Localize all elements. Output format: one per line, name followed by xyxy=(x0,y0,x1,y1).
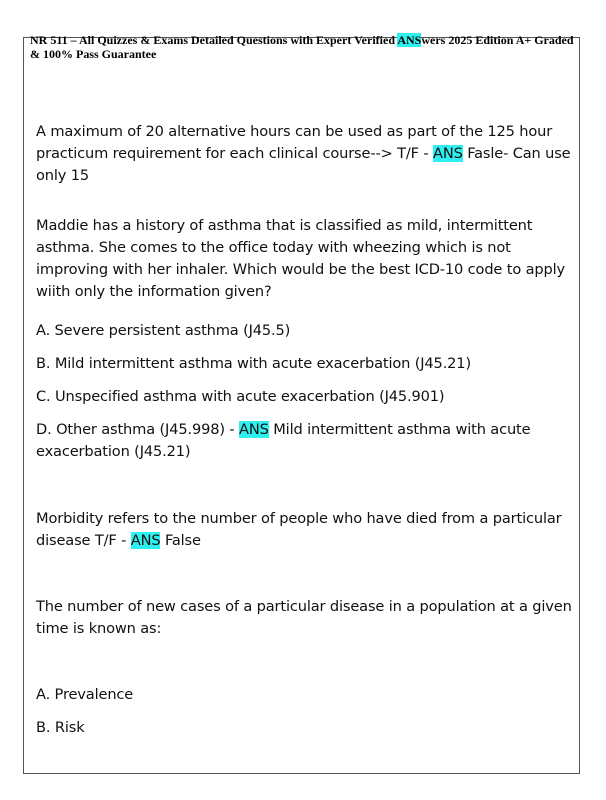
question-2-option-b: B. Mild intermittent asthma with acute exacerbation (J45.21) xyxy=(36,355,471,372)
question-2 xyxy=(36,215,576,303)
question-2-text: Maddie has a history of asthma that is classified as mild, intermittent asthma. She comes to the office today with wheezing which is not improving with her inhaler. Which would be the best ICD-10 code to apply wiith only the information given? xyxy=(36,217,566,300)
document-header xyxy=(30,33,580,61)
question-1 xyxy=(36,121,576,187)
header-highlight: ANS xyxy=(397,33,422,47)
question-3-answer: False xyxy=(160,532,201,549)
question-1-text: A maximum of 20 alternative hours can be used as part of the 125 hour practicum requirement for each clinical course--> T/F - xyxy=(36,123,553,162)
question-1-answer: Fasle- Can use only 15 xyxy=(36,145,571,184)
question-2-answer: Mild intermittent asthma with acute exacerbation (J45.21) xyxy=(36,421,531,460)
question-4-option-b: B. Risk xyxy=(36,719,85,736)
question-4-text: The number of new cases of a particular disease in a population at a given time is known as: xyxy=(36,598,572,637)
ans-highlight: ANS xyxy=(239,421,269,438)
question-4-option-a: A. Prevalence xyxy=(36,686,134,703)
question-2-option-d-text: D. Other asthma (J45.998) - xyxy=(36,421,240,438)
ans-highlight: ANS xyxy=(130,532,161,549)
header-text-end: wers 2025 Edition A+ Graded & 100% Pass Guarantee xyxy=(30,33,574,61)
ans-highlight: ANS xyxy=(433,145,463,162)
question-3 xyxy=(36,508,576,552)
question-3-text: Morbidity refers to the number of people who have died from a particular disease T/F - xyxy=(36,510,562,549)
header-text: NR 511 – All Quizzes & Exams Detailed Questions with Expert Verified xyxy=(30,33,398,47)
question-2-option-d xyxy=(36,419,576,463)
question-4 xyxy=(36,596,576,640)
question-2-option-a: A. Severe persistent asthma (J45.5) xyxy=(36,322,291,339)
question-2-option-c: C. Unspecified asthma with acute exacerbation (J45.901) xyxy=(36,388,445,405)
